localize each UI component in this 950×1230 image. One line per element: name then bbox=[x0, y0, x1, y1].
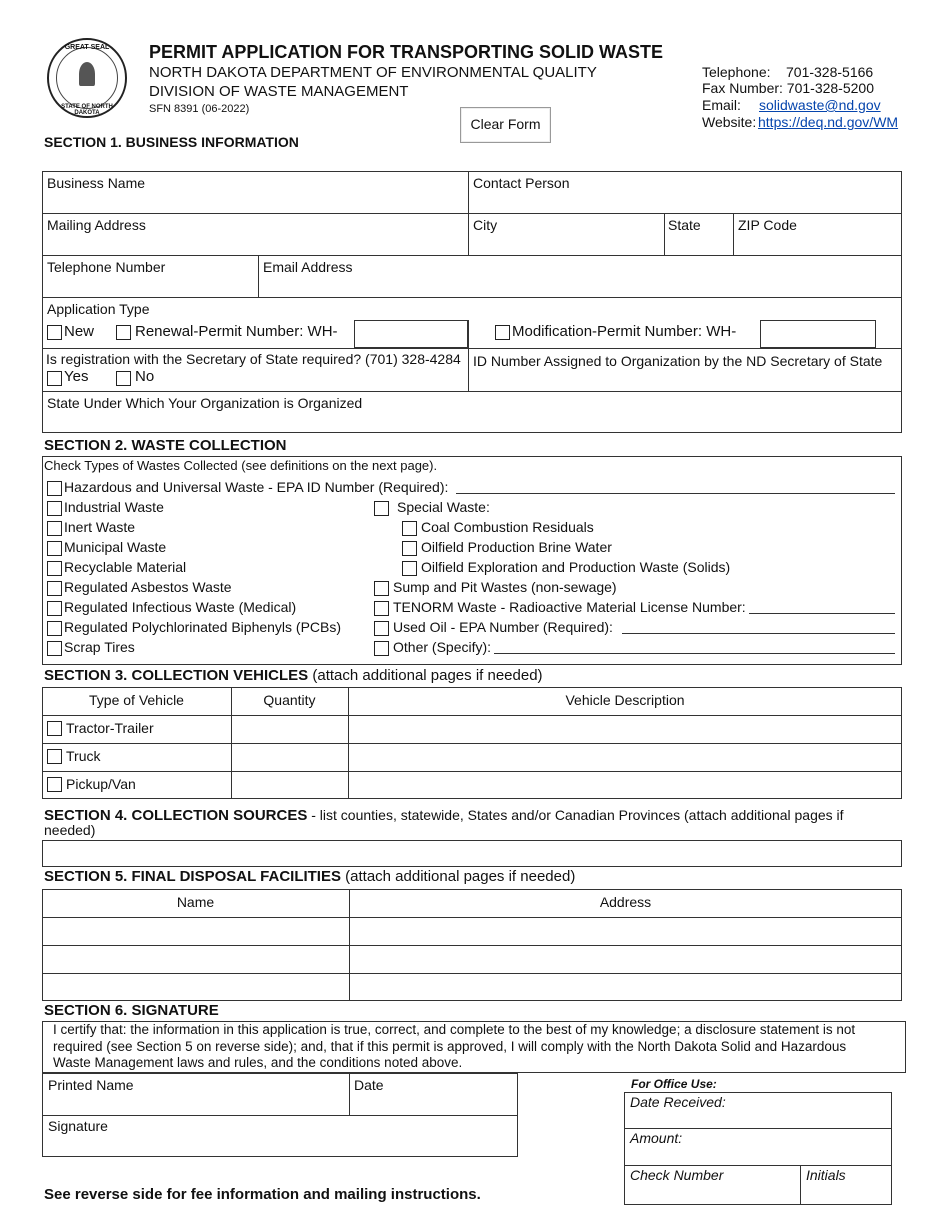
facility-address-field-2[interactable] bbox=[350, 946, 901, 973]
website-label: Website: bbox=[702, 114, 757, 130]
hazardous-label: Hazardous and Universal Waste - EPA ID Number (Required): bbox=[64, 479, 449, 495]
hazardous-checkbox[interactable] bbox=[47, 481, 62, 496]
sos-yes-label: Yes bbox=[64, 368, 89, 385]
waste-checkbox-0[interactable] bbox=[47, 501, 62, 516]
renewal-permit-field[interactable] bbox=[354, 320, 468, 348]
facility-address-header: Address bbox=[599, 894, 652, 910]
used-oil-checkbox[interactable] bbox=[374, 621, 389, 636]
special-sub-checkbox-1[interactable] bbox=[402, 541, 417, 556]
vehicle-type-header: Type of Vehicle bbox=[89, 692, 184, 708]
section3-heading: SECTION 3. COLLECTION VEHICLES (attach additional pages if needed) bbox=[44, 667, 543, 684]
waste-checkbox-7[interactable] bbox=[47, 641, 62, 656]
section1-heading: SECTION 1. BUSINESS INFORMATION bbox=[44, 134, 299, 150]
telephone-label: Telephone Number bbox=[47, 259, 166, 275]
footer-note: See reverse side for fee information and mailing instructions. bbox=[44, 1186, 481, 1203]
vehicle-quantity-field-2[interactable] bbox=[232, 772, 347, 799]
initials-label: Initials bbox=[806, 1167, 846, 1183]
form-title: PERMIT APPLICATION FOR TRANSPORTING SOLID WASTE bbox=[149, 42, 664, 62]
used-oil-label: Used Oil - EPA Number (Required): bbox=[393, 619, 613, 635]
certification-line-1: I certify that: the information in this application is true, correct, and complete to the best of my knowledge; a disclosure statement is not bbox=[53, 1022, 856, 1037]
vehicle-quantity-header: Quantity bbox=[263, 692, 316, 708]
vehicle-quantity-field-0[interactable] bbox=[232, 716, 347, 743]
zip-label: ZIP Code bbox=[738, 217, 797, 233]
waste-checkbox-1[interactable] bbox=[47, 521, 62, 536]
state-seal-logo: GREAT SEAL STATE OF NORTH DAKOTA bbox=[47, 38, 127, 118]
waste-instructions: Check Types of Wastes Collected (see definitions on the next page). bbox=[44, 458, 438, 473]
fax-number: Fax Number: 701-328-5200 bbox=[702, 80, 874, 96]
amount-label: Amount: bbox=[630, 1130, 683, 1146]
waste-checkbox-4[interactable] bbox=[47, 581, 62, 596]
waste-label-0: Industrial Waste bbox=[64, 499, 164, 515]
signature-field[interactable] bbox=[43, 1134, 517, 1156]
sump-checkbox[interactable] bbox=[374, 581, 389, 596]
other-label: Other (Specify): bbox=[393, 639, 492, 655]
certification-line-2: required (see Section 5 on reverse side); and, that if this permit is approved, I will comply with the North Dakota Solid and Hazardous bbox=[53, 1039, 847, 1054]
printed-name-field[interactable] bbox=[43, 1093, 348, 1114]
business-name-label: Business Name bbox=[47, 175, 146, 191]
special-sub-checkbox-0[interactable] bbox=[402, 521, 417, 536]
modification-permit-field[interactable] bbox=[760, 320, 876, 348]
waste-checkbox-2[interactable] bbox=[47, 541, 62, 556]
special-waste-label: Special Waste: bbox=[397, 499, 490, 515]
mailing-address-label: Mailing Address bbox=[47, 217, 146, 233]
waste-label-6: Regulated Polychlorinated Biphenyls (PCBs) bbox=[64, 619, 342, 635]
contact-person-label: Contact Person bbox=[473, 175, 570, 191]
email-link[interactable]: solidwaste@nd.gov bbox=[759, 97, 881, 113]
city-label: City bbox=[473, 217, 498, 233]
sos-no-checkbox[interactable] bbox=[116, 371, 131, 386]
waste-checkbox-5[interactable] bbox=[47, 601, 62, 616]
phone-value: 701-328-5166 bbox=[786, 64, 874, 80]
section4-note-continued: needed) bbox=[44, 822, 96, 838]
special-sub-checkbox-2[interactable] bbox=[402, 561, 417, 576]
special-sub-label-0: Coal Combustion Residuals bbox=[421, 519, 594, 535]
collection-sources-field[interactable] bbox=[42, 840, 902, 867]
vehicle-checkbox-0[interactable] bbox=[47, 721, 62, 736]
vehicle-checkbox-1[interactable] bbox=[47, 749, 62, 764]
hazardous-epa-field[interactable] bbox=[456, 493, 895, 494]
website-link[interactable]: https://deq.nd.gov/WM bbox=[758, 114, 899, 130]
waste-label-7: Scrap Tires bbox=[64, 639, 135, 655]
phone-label: Telephone: bbox=[702, 64, 771, 80]
facility-name-field-2[interactable] bbox=[43, 946, 349, 973]
vehicle-description-header: Vehicle Description bbox=[565, 692, 685, 708]
sump-label: Sump and Pit Wastes (non-sewage) bbox=[393, 579, 617, 595]
section5-heading: SECTION 5. FINAL DISPOSAL FACILITIES (attach additional pages if needed) bbox=[44, 868, 576, 885]
state-label: State bbox=[668, 217, 701, 233]
vehicle-quantity-field-1[interactable] bbox=[232, 744, 347, 771]
tenorm-checkbox[interactable] bbox=[374, 601, 389, 616]
new-checkbox[interactable] bbox=[47, 325, 62, 340]
facility-name-field-3[interactable] bbox=[43, 974, 349, 1001]
application-type-label: Application Type bbox=[47, 301, 150, 317]
modification-label: Modification-Permit Number: WH- bbox=[512, 323, 737, 340]
check-number-label: Check Number bbox=[630, 1167, 724, 1183]
sos-id-label: ID Number Assigned to Organization by the ND Secretary of State bbox=[473, 353, 883, 369]
printed-name-label: Printed Name bbox=[48, 1077, 134, 1093]
office-use-title: For Office Use: bbox=[631, 1077, 717, 1091]
vehicle-description-field-0[interactable] bbox=[349, 716, 901, 743]
sos-no-label: No bbox=[135, 368, 155, 385]
waste-checkbox-3[interactable] bbox=[47, 561, 62, 576]
state-organized-label: State Under Which Your Organization is Organized bbox=[47, 395, 363, 411]
department-name: NORTH DAKOTA DEPARTMENT OF ENVIRONMENTAL QUALITY bbox=[149, 64, 597, 81]
date-field[interactable] bbox=[350, 1093, 517, 1114]
section4-heading: SECTION 4. COLLECTION SOURCES - list counties, statewide, States and/or Canadian Provinces (attach additional pages if bbox=[44, 807, 844, 824]
certification-line-3: Waste Management laws and rules, and the conditions noted above. bbox=[53, 1055, 463, 1070]
section6-heading: SECTION 6. SIGNATURE bbox=[44, 1002, 219, 1019]
vehicle-description-field-2[interactable] bbox=[349, 772, 901, 799]
modification-checkbox[interactable] bbox=[495, 325, 510, 340]
email-address-label: Email Address bbox=[263, 259, 353, 275]
vehicle-type-label-1: Truck bbox=[66, 748, 101, 764]
other-checkbox[interactable] bbox=[374, 641, 389, 656]
waste-label-5: Regulated Infectious Waste (Medical) bbox=[64, 599, 297, 615]
division-name: DIVISION OF WASTE MANAGEMENT bbox=[149, 83, 409, 100]
vehicle-description-field-1[interactable] bbox=[349, 744, 901, 771]
facility-name-header: Name bbox=[176, 894, 215, 910]
tenorm-license-field[interactable] bbox=[749, 613, 895, 614]
facility-address-field-3[interactable] bbox=[350, 974, 901, 1001]
form-number: SFN 8391 (06-2022) bbox=[149, 103, 250, 115]
section2-heading: SECTION 2. WASTE COLLECTION bbox=[44, 437, 287, 454]
date-label: Date bbox=[354, 1077, 384, 1093]
waste-label-1: Inert Waste bbox=[64, 519, 136, 535]
waste-label-4: Regulated Asbestos Waste bbox=[64, 579, 232, 595]
sos-yes-checkbox[interactable] bbox=[47, 371, 62, 386]
vehicle-checkbox-2[interactable] bbox=[47, 777, 62, 792]
vehicle-type-label-2: Pickup/Van bbox=[66, 776, 136, 792]
special-sub-label-1: Oilfield Production Brine Water bbox=[421, 539, 612, 555]
renewal-checkbox[interactable] bbox=[116, 325, 131, 340]
facility-name-field-1[interactable] bbox=[43, 918, 349, 945]
used-oil-epa-field[interactable] bbox=[622, 633, 895, 634]
vehicle-type-label-0: Tractor-Trailer bbox=[66, 720, 154, 736]
waste-checkbox-6[interactable] bbox=[47, 621, 62, 636]
special-sub-label-2: Oilfield Exploration and Production Waste (Solids) bbox=[421, 559, 731, 575]
section1-table bbox=[42, 171, 902, 433]
email-label: Email: bbox=[702, 97, 741, 113]
other-specify-field[interactable] bbox=[494, 653, 895, 654]
signature-label: Signature bbox=[48, 1118, 108, 1134]
special-waste-checkbox[interactable] bbox=[374, 501, 389, 516]
waste-label-2: Municipal Waste bbox=[64, 539, 167, 555]
renewal-label: Renewal-Permit Number: WH- bbox=[135, 323, 338, 340]
waste-label-3: Recyclable Material bbox=[64, 559, 187, 575]
tenorm-label: TENORM Waste - Radioactive Material License Number: bbox=[393, 599, 746, 615]
clear-form-button[interactable]: Clear Form bbox=[460, 107, 551, 143]
facility-address-field-1[interactable] bbox=[350, 918, 901, 945]
date-received-label: Date Received: bbox=[630, 1094, 726, 1110]
new-label: New bbox=[64, 323, 95, 340]
sos-question-label: Is registration with the Secretary of State required? (701) 328-4284 bbox=[46, 351, 461, 367]
